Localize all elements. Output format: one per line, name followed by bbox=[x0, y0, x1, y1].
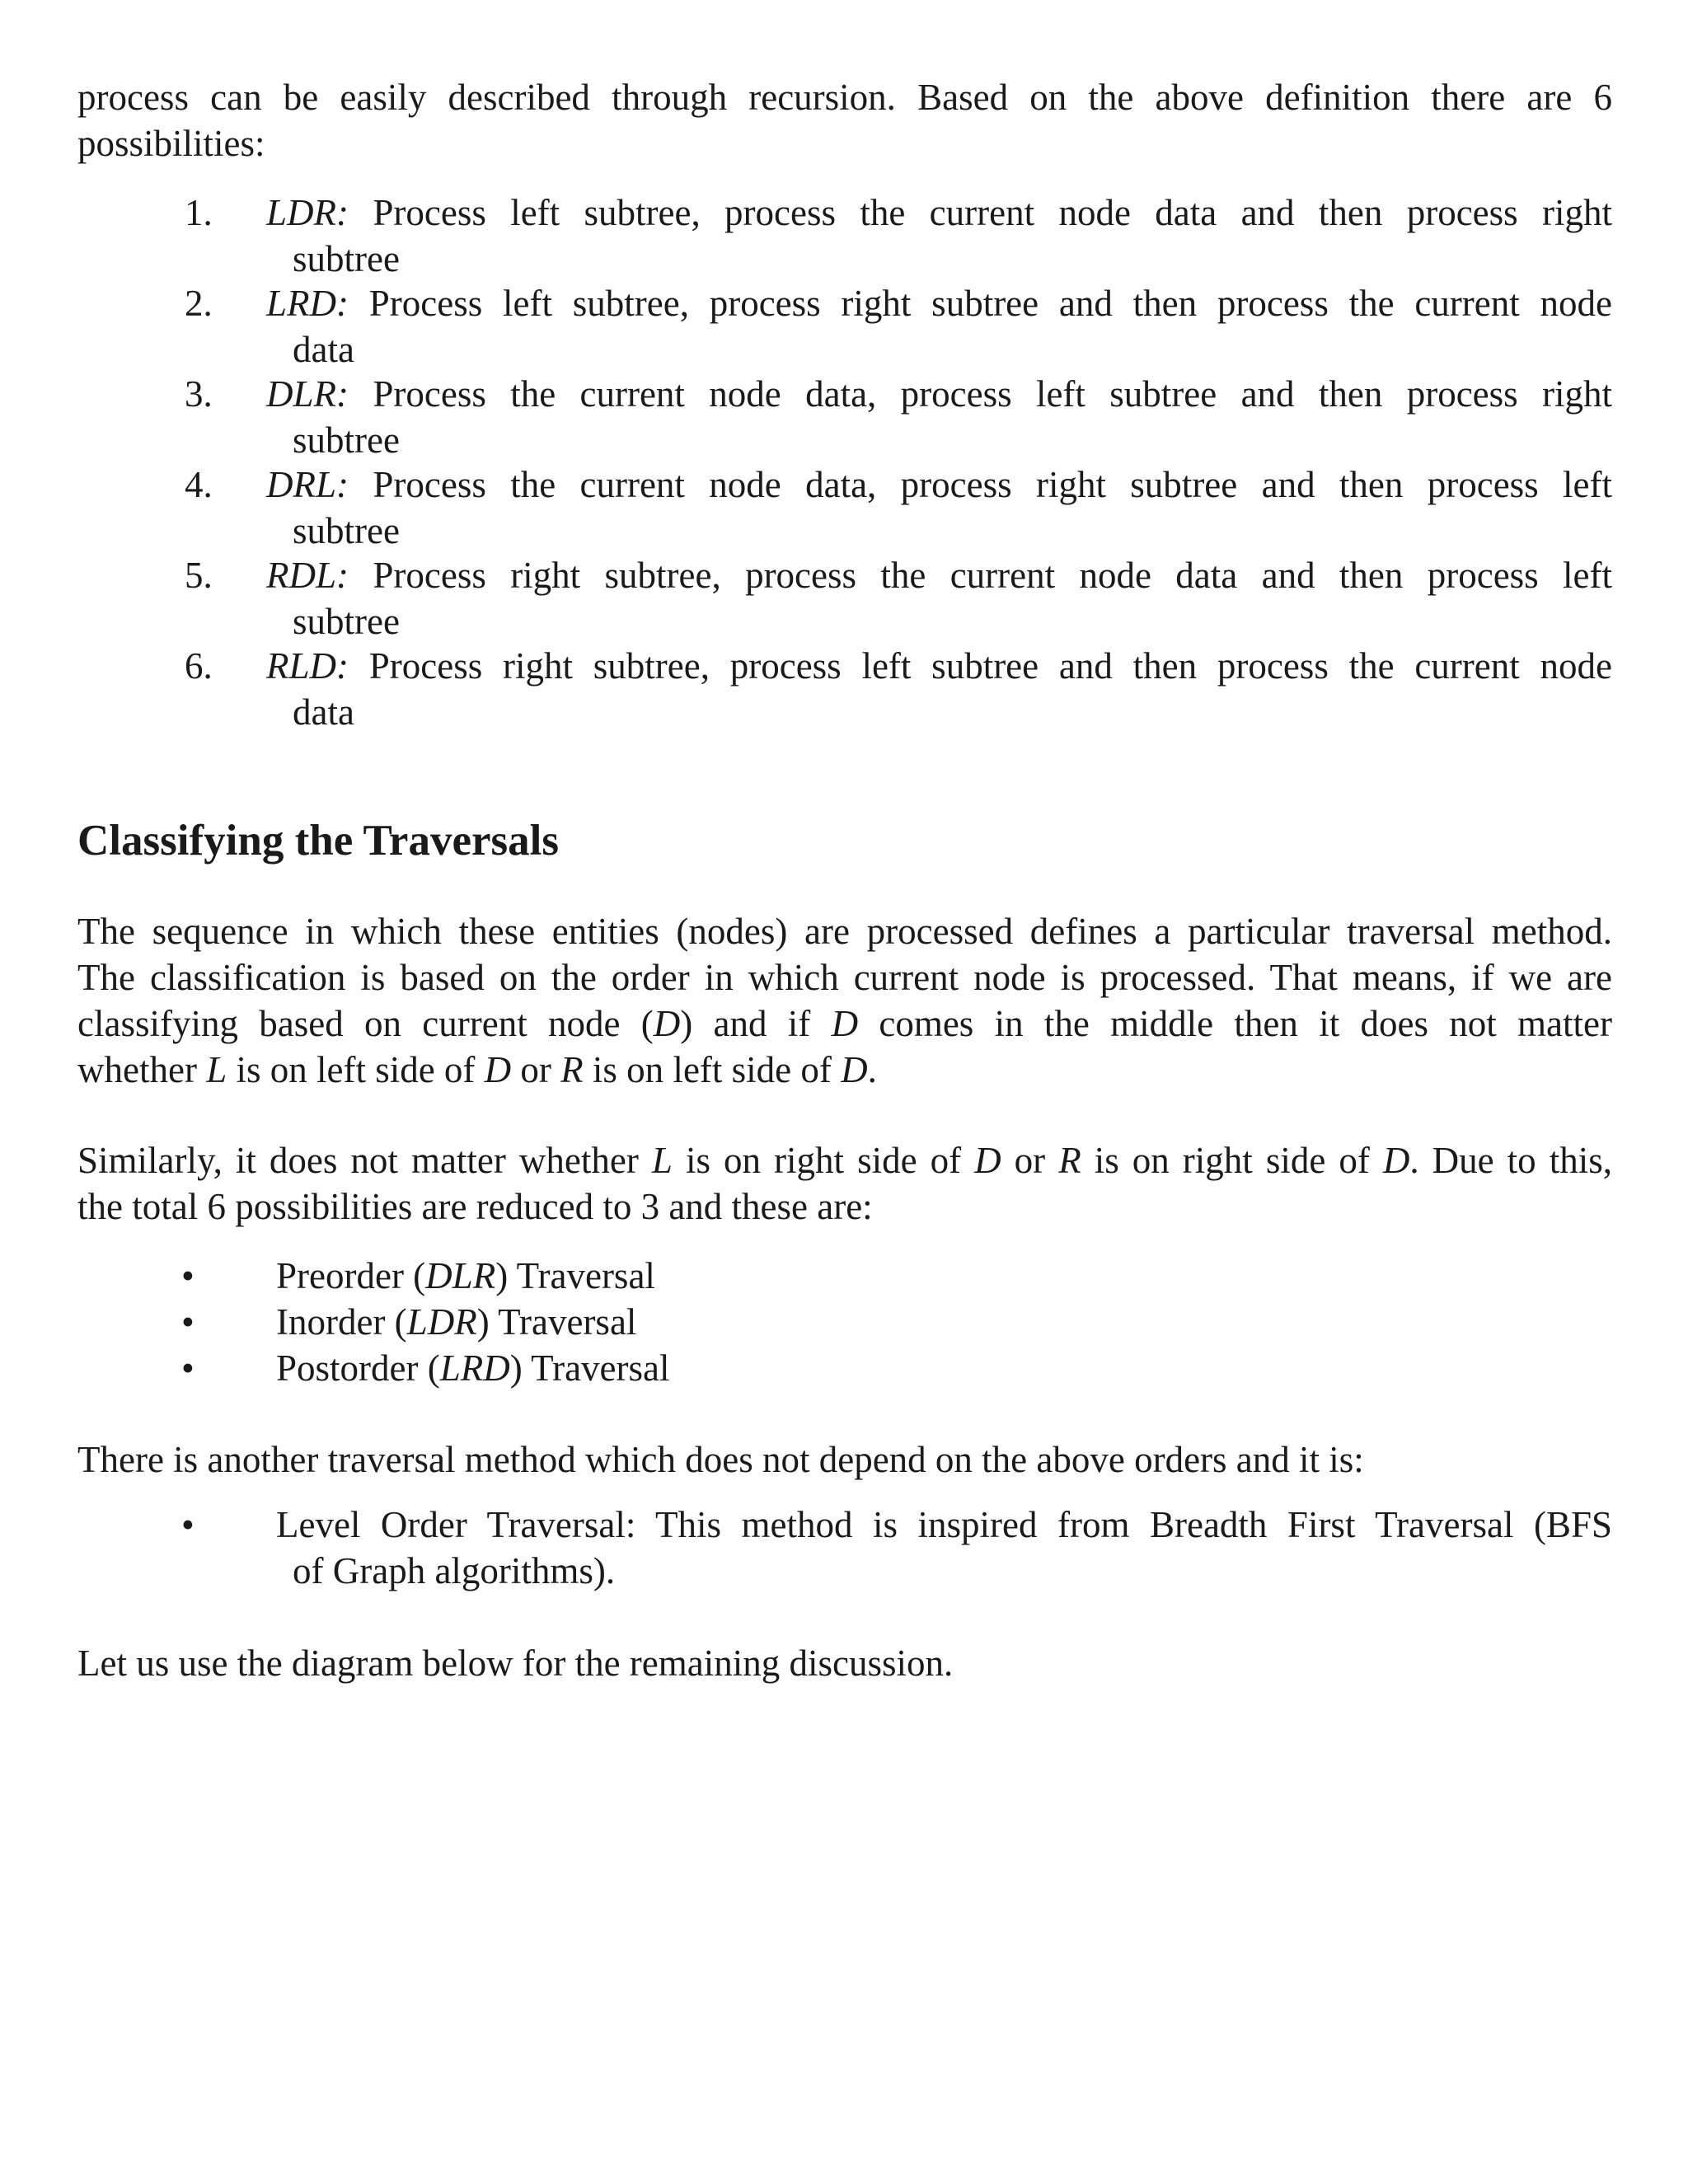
section-heading: Classifying the Traversals bbox=[77, 817, 559, 865]
possibility-continuation: subtree bbox=[293, 601, 400, 642]
possibility-description: Process the current node data, process left subtree and then process right bbox=[373, 373, 1613, 415]
bullet-icon: • bbox=[181, 1504, 195, 1545]
other-method-paragraph bbox=[77, 1436, 1612, 1483]
paragraph-line: The classification is based on the order in which current node is processed. That means, if we are bbox=[77, 957, 1612, 998]
paragraph-line: Similarly, it does not matter whether L is on right side of D or R is on right side of D. Due to this, bbox=[77, 1140, 1612, 1181]
possibility-item bbox=[77, 462, 1612, 554]
intro-line-1: process can be easily described through recursion. Based on the above definition there are 6 bbox=[77, 77, 1612, 118]
possibility-text bbox=[266, 643, 1612, 735]
possibility-code: RDL: bbox=[266, 555, 349, 596]
possibility-description: Process right subtree, process left subtree and then process the current node bbox=[368, 645, 1612, 687]
possibility-code: LRD: bbox=[266, 283, 349, 324]
possibility-text bbox=[266, 280, 1612, 373]
level-order-item bbox=[77, 1502, 1612, 1594]
possibility-number: 2. bbox=[185, 283, 213, 324]
possibility-continuation: subtree bbox=[293, 238, 400, 279]
paragraph-line: classifying based on current node (D) and if D comes in the middle then it does not matter bbox=[77, 1003, 1612, 1044]
intro-paragraph bbox=[77, 74, 1612, 166]
reduction-paragraph bbox=[77, 1137, 1612, 1230]
possibility-number: 1. bbox=[185, 192, 213, 233]
possibility-description: Process right subtree, process the current node data and then process left bbox=[373, 555, 1613, 596]
possibility-description: Process left subtree, process right subtree and then process the current node bbox=[368, 283, 1612, 324]
bullet-icon: • bbox=[181, 1255, 195, 1296]
possibility-continuation: subtree bbox=[293, 419, 400, 461]
paragraph-line: Let us use the diagram below for the remaining discussion. bbox=[77, 1643, 954, 1684]
possibility-text bbox=[266, 371, 1612, 463]
possibility-description: Process left subtree, process the current node data and then process right bbox=[373, 192, 1613, 233]
possibility-number: 4. bbox=[185, 464, 213, 505]
possibility-number: 6. bbox=[185, 645, 213, 687]
possibility-item bbox=[77, 371, 1612, 463]
paragraph-line: There is another traversal method which does not depend on the above orders and it is: bbox=[77, 1439, 1364, 1480]
possibility-number: 3. bbox=[185, 373, 213, 415]
possibility-text bbox=[266, 190, 1612, 282]
closing-paragraph bbox=[77, 1640, 1612, 1686]
intro-line-2: possibilities: bbox=[77, 123, 265, 164]
possibility-continuation: data bbox=[293, 329, 354, 370]
traversal-label: Preorder (DLR) Traversal bbox=[276, 1255, 655, 1296]
level-order-text: Level Order Traversal: This method is inspired from Breadth First Traversal (BFS of Graph algorithms). bbox=[276, 1504, 1612, 1591]
paragraph-line: whether L is on left side of D or R is on left side of D. bbox=[77, 1049, 877, 1090]
possibility-code: RLD: bbox=[266, 645, 349, 687]
traversal-label: Postorder (LRD) Traversal bbox=[276, 1347, 670, 1389]
classification-paragraph bbox=[77, 908, 1612, 1093]
possibility-description: Process the current node data, process right subtree and then process left bbox=[373, 464, 1613, 505]
possibility-code: DLR: bbox=[266, 373, 349, 415]
possibility-item bbox=[77, 552, 1612, 644]
possibility-code: LDR: bbox=[266, 192, 349, 233]
possibility-item bbox=[77, 280, 1612, 373]
bullet-icon: • bbox=[181, 1347, 195, 1389]
paragraph-line: The sequence in which these entities (nodes) are processed defines a particular traversal method. bbox=[77, 911, 1612, 952]
bullet-icon: • bbox=[181, 1301, 195, 1343]
possibility-continuation: data bbox=[293, 691, 354, 733]
possibility-item bbox=[77, 190, 1612, 282]
possibility-number: 5. bbox=[185, 555, 213, 596]
possibility-text bbox=[266, 552, 1612, 644]
possibility-text bbox=[266, 462, 1612, 554]
possibility-item bbox=[77, 643, 1612, 735]
paragraph-line: the total 6 possibilities are reduced to 3 and these are: bbox=[77, 1186, 873, 1227]
possibility-code: DRL: bbox=[266, 464, 349, 505]
possibility-continuation: subtree bbox=[293, 510, 400, 551]
traversal-label: Inorder (LDR) Traversal bbox=[276, 1301, 637, 1343]
